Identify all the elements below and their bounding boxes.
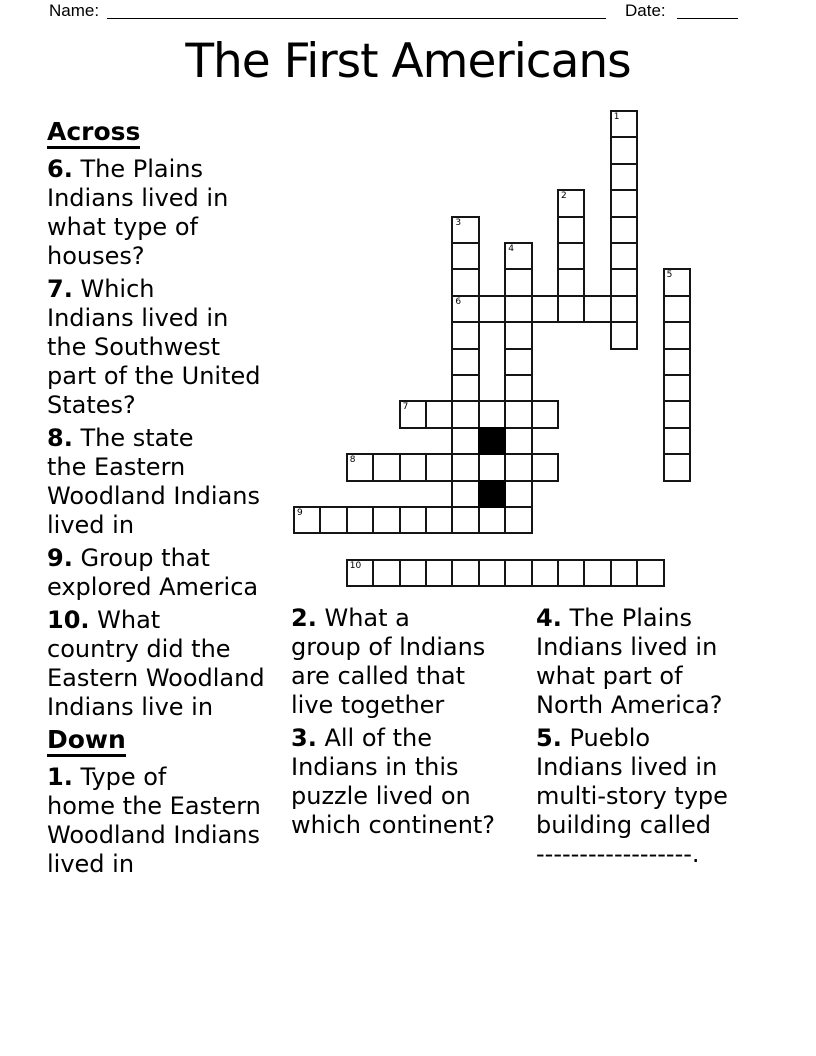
date-blank-line[interactable]	[677, 18, 738, 19]
clue-line: building called	[536, 811, 711, 839]
grid-cell[interactable]	[451, 506, 479, 534]
clues-heading-across: Across	[47, 118, 287, 146]
grid-cell-1[interactable]	[610, 110, 638, 138]
clue-column-3	[536, 604, 808, 873]
grid-cell[interactable]	[663, 427, 691, 455]
grid-cell[interactable]	[610, 189, 638, 217]
grid-cell-black	[478, 427, 506, 455]
grid-cell[interactable]	[663, 321, 691, 349]
crossword-grid	[293, 110, 692, 588]
grid-cell[interactable]	[504, 295, 532, 323]
grid-cell[interactable]	[451, 453, 479, 481]
grid-cell[interactable]	[504, 480, 532, 508]
clue-line: live together	[291, 691, 445, 719]
clue-number: 6.	[47, 155, 73, 183]
grid-cell[interactable]	[451, 374, 479, 402]
clue-line: which continent?	[291, 811, 496, 839]
clue-line: houses?	[47, 242, 145, 270]
cell-number: 9	[297, 508, 303, 518]
grid-cell[interactable]	[610, 163, 638, 191]
clue-line: Indians live in	[47, 693, 214, 721]
grid-cell[interactable]	[425, 506, 453, 534]
clue-8	[47, 424, 287, 540]
grid-cell[interactable]	[504, 453, 532, 481]
cell-number: 5	[666, 270, 673, 281]
page-title: The First Americans	[185, 34, 631, 89]
clue-line: 2. What a	[291, 604, 410, 632]
grid-cell-5[interactable]	[663, 268, 691, 296]
cell-number: 6	[455, 296, 462, 307]
clue-line: 5. Pueblo	[536, 724, 651, 752]
grid-cell-3[interactable]	[451, 216, 479, 244]
clue-line: the Southwest	[47, 333, 221, 361]
grid-cell[interactable]	[610, 136, 638, 164]
grid-cell[interactable]	[451, 321, 479, 349]
grid-cell[interactable]	[504, 374, 532, 402]
grid-cell-8[interactable]	[346, 453, 374, 481]
clue-number: 9.	[47, 544, 73, 572]
grid-cell[interactable]	[557, 242, 585, 270]
clue-line: Indians lived in	[47, 304, 229, 332]
grid-cell[interactable]	[583, 559, 611, 587]
grid-cell[interactable]	[399, 453, 427, 481]
clue-number: 8.	[47, 424, 73, 452]
grid-cell-7[interactable]	[399, 400, 427, 428]
clue-line: Indians lived in	[536, 753, 718, 781]
cell-number: 8	[349, 455, 356, 466]
grid-cell[interactable]	[531, 295, 559, 323]
clue-number: 5.	[536, 724, 562, 752]
cell-number: 10	[349, 560, 362, 571]
clue-line: 4. The Plains	[536, 604, 692, 632]
grid-cell[interactable]	[399, 559, 427, 587]
grid-cell[interactable]	[663, 348, 691, 376]
grid-cell[interactable]	[636, 559, 664, 587]
clue-number: 1.	[47, 763, 73, 791]
clue-line: group of lndians	[291, 633, 486, 661]
grid-cell[interactable]	[663, 453, 691, 481]
grid-cell[interactable]	[504, 321, 532, 349]
clue-line: what type of	[47, 213, 198, 241]
grid-cell[interactable]	[504, 427, 532, 455]
grid-cell[interactable]	[451, 268, 479, 296]
grid-cell[interactable]	[531, 453, 559, 481]
grid-cell[interactable]	[504, 506, 532, 534]
clue-line: puzzle lived on	[291, 782, 471, 810]
grid-cell[interactable]	[583, 295, 611, 323]
grid-cell[interactable]	[504, 348, 532, 376]
cell-number: 7	[402, 402, 409, 413]
clue-line: home the Eastern	[47, 792, 261, 820]
clue-line: lived in	[47, 850, 135, 878]
cell-number: 3	[455, 217, 462, 228]
clue-line: explored America	[47, 573, 259, 601]
name-label: Name:	[49, 1, 100, 20]
clue-3	[291, 724, 536, 840]
grid-cell[interactable]	[451, 242, 479, 270]
clue-line: the Eastern	[47, 453, 186, 481]
clue-line: 6. The Plains	[47, 155, 203, 183]
clues-heading-down: Down	[47, 726, 287, 754]
grid-cell[interactable]	[531, 400, 559, 428]
grid-cell[interactable]	[478, 453, 506, 481]
clue-column-1	[47, 118, 287, 883]
grid-cell[interactable]	[610, 295, 638, 323]
grid-cell[interactable]	[425, 453, 453, 481]
grid-cell-4[interactable]	[504, 242, 532, 270]
grid-cell[interactable]	[425, 400, 453, 428]
clue-line: part of the United	[47, 362, 261, 390]
grid-cell[interactable]	[372, 506, 400, 534]
grid-cell[interactable]	[478, 295, 506, 323]
grid-cell[interactable]	[557, 559, 585, 587]
clue-7	[47, 275, 287, 420]
grid-cell[interactable]	[451, 559, 479, 587]
cell-number: 2	[561, 191, 567, 202]
clue-line: Indians lived in	[536, 633, 718, 661]
grid-cell[interactable]	[372, 453, 400, 481]
clue-line: 1. Type of	[47, 763, 167, 791]
clue-line: North America?	[536, 691, 723, 719]
clue-line: 8. The state	[47, 424, 194, 452]
grid-cell-6[interactable]	[451, 295, 479, 323]
grid-cell[interactable]	[531, 559, 559, 587]
clue-line: 9. Group that	[47, 544, 210, 572]
grid-cell[interactable]	[478, 506, 506, 534]
grid-cell[interactable]	[663, 400, 691, 428]
grid-cell[interactable]	[425, 559, 453, 587]
grid-cell[interactable]	[610, 559, 638, 587]
clue-line: 3. All of the	[291, 724, 432, 752]
grid-cell[interactable]	[557, 216, 585, 244]
clue-4	[536, 604, 808, 720]
grid-cell-10[interactable]	[346, 559, 374, 587]
grid-cell[interactable]	[346, 506, 374, 534]
grid-cell[interactable]	[610, 242, 638, 270]
cell-number: 1	[613, 112, 620, 122]
name-blank-line[interactable]	[107, 18, 606, 19]
grid-cell-9[interactable]	[293, 506, 321, 534]
grid-cell[interactable]	[557, 295, 585, 323]
date-label: Date:	[625, 1, 666, 20]
grid-cell[interactable]	[504, 400, 532, 428]
clue-number: 7.	[47, 275, 73, 303]
clue-line: multi-story type	[536, 782, 728, 810]
grid-cell[interactable]	[372, 559, 400, 587]
clue-number: 2.	[291, 604, 317, 632]
grid-cell[interactable]	[504, 268, 532, 296]
clue-line: what part of	[536, 662, 683, 690]
clue-9	[47, 544, 287, 602]
clue-line: States?	[47, 391, 136, 419]
clue-line: Woodland Indians	[47, 482, 260, 510]
clue-6	[47, 155, 287, 271]
clue-line: ------------------.	[536, 840, 700, 868]
grid-cell-black	[478, 480, 506, 508]
clue-10	[47, 606, 287, 722]
clue-line: 10. What	[47, 606, 161, 634]
grid-cell[interactable]	[478, 559, 506, 587]
clue-line: Woodland Indians	[47, 821, 260, 849]
clue-line: 7. Which	[47, 275, 155, 303]
clue-column-2	[291, 604, 536, 844]
grid-cell[interactable]	[478, 400, 506, 428]
grid-cell[interactable]	[610, 268, 638, 296]
grid-cell[interactable]	[451, 400, 479, 428]
clue-line: country did the	[47, 635, 231, 663]
grid-cell[interactable]	[451, 427, 479, 455]
cell-number: 4	[508, 244, 514, 254]
grid-cell[interactable]	[319, 506, 347, 534]
clue-5	[536, 724, 808, 869]
clue-line: are called that	[291, 662, 466, 690]
grid-cell[interactable]	[663, 374, 691, 402]
grid-cell[interactable]	[557, 268, 585, 296]
grid-cell[interactable]	[399, 506, 427, 534]
clue-number: 10.	[47, 606, 90, 634]
clue-number: 3.	[291, 724, 317, 752]
clue-1	[47, 763, 287, 879]
clue-line: lived in	[47, 511, 135, 539]
grid-cell[interactable]	[610, 321, 638, 349]
clue-number: 4.	[536, 604, 562, 632]
grid-cell[interactable]	[610, 216, 638, 244]
grid-cell[interactable]	[504, 559, 532, 587]
grid-cell[interactable]	[451, 480, 479, 508]
clue-line: Eastern Woodland	[47, 664, 265, 692]
grid-cell[interactable]	[451, 348, 479, 376]
clue-line: Indians lived in	[47, 184, 229, 212]
grid-cell[interactable]	[663, 295, 691, 323]
grid-cell-2[interactable]	[557, 189, 585, 217]
clue-line: Indians in this	[291, 753, 459, 781]
clue-2	[291, 604, 536, 720]
